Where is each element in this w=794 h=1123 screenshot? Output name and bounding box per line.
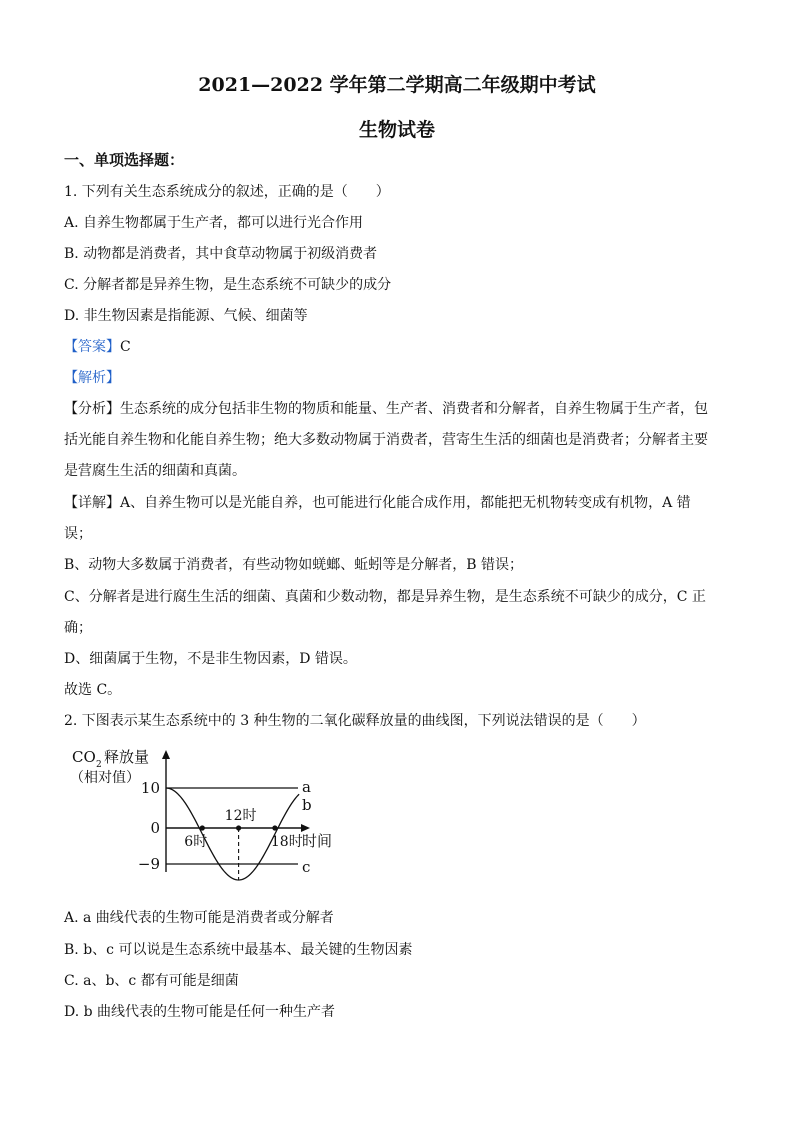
fenxi-text-1: 生态系统的成分包括非生物的物质和能量、生产者、消费者和分解者，自养生物属于生产者，包	[120, 401, 708, 417]
answer-value: C	[120, 339, 131, 355]
q1-option-a: A. 自养生物都属于生产者，都可以进行光合作用	[64, 215, 364, 231]
ylabel-co: CO	[72, 748, 96, 766]
co2-release-chart	[66, 742, 356, 892]
series-c-label: c	[302, 858, 311, 876]
q2-stem: 2. 下图表示某生态系统中的 3 种生物的二氧化碳释放量的曲线图，下列说法错误的是（ ）	[64, 713, 646, 729]
q1-option-d: D. 非生物因素是指能源、气候、细菌等	[64, 308, 308, 324]
y-axis-arrow	[162, 750, 170, 759]
q1-option-b: B. 动物都是消费者，其中食草动物属于初级消费者	[64, 246, 378, 262]
analysis-tag: 【解析】	[64, 370, 120, 386]
x-axis-arrow	[301, 824, 310, 832]
xiangjie-line-4: C、分解者是进行腐生生活的细菌、真菌和少数动物，都是异养生物，是生态系统不可缺少的成分，C 正	[64, 589, 706, 605]
time-label: 12时	[224, 808, 257, 824]
ylabel-rest: 释放量	[104, 748, 150, 766]
analysis-heading	[64, 368, 722, 388]
xlabel: 时间	[302, 832, 333, 850]
y-tick-label: −9	[137, 855, 160, 873]
fenxi-line-2: 括光能自养生物和化能自养生物；绝大多数动物属于消费者，营寄生生活的细菌也是消费者；分解者主要	[64, 432, 708, 448]
q2-option-c: C. a、b、c 都有可能是细菌	[64, 973, 239, 989]
xiangjie-line-2: 误；	[64, 526, 92, 542]
fenxi-tag: 【分析】	[64, 401, 120, 417]
time-label: 18时	[270, 834, 303, 850]
section-heading: 一、单项选择题：	[64, 151, 185, 169]
answer-tag: 【答案】	[64, 339, 120, 355]
q1-answer	[64, 337, 722, 357]
xiangjie-line-7: 故选 C。	[64, 682, 122, 698]
time-label: 6时	[184, 834, 208, 850]
fenxi-line-1	[64, 399, 722, 419]
series-b-label: b	[302, 796, 312, 815]
series-a-label: a	[302, 778, 311, 796]
y-tick-label: 10	[140, 779, 160, 797]
q2-option-a: A. a 曲线代表的生物可能是消费者或分解者	[64, 910, 334, 926]
exam-subtitle: 生物试卷	[358, 119, 435, 141]
fenxi-line-3: 是营腐生生活的细菌和真菌。	[64, 463, 246, 479]
xiangjie-tag: 【详解】	[64, 495, 120, 511]
time-point-dot	[272, 825, 277, 830]
ylabel-unit: （相对值）	[70, 770, 140, 786]
xiangjie-line-3: B、动物大多数属于消费者，有些动物如蜣螂、蚯蚓等是分解者，B 错误；	[64, 557, 524, 573]
q1-stem: 1. 下列有关生态系统成分的叙述，正确的是（ ）	[64, 184, 390, 200]
xiangjie-line-6: D、细菌属于生物，不是非生物因素，D 错误。	[64, 651, 357, 667]
q2-option-d: D. b 曲线代表的生物可能是任何一种生产者	[64, 1004, 336, 1020]
xiangjie-text-1: A、自养生物可以是光能自养，也可能进行化能合成作用，都能把无机物转变成有机物，A 错	[120, 495, 691, 511]
xiangjie-line-5: 确；	[64, 620, 92, 636]
q2-option-b: B. b、c 可以说是生态系统中最基本、最关键的生物因素	[64, 942, 413, 958]
q1-option-c: C. 分解者都是异养生物，是生态系统不可缺少的成分	[64, 277, 392, 293]
ylabel-subscript: 2	[96, 760, 102, 770]
y-tick-label: 0	[150, 819, 160, 837]
xiangjie-line-1	[64, 493, 722, 513]
exam-title: 2021—2022 学年第二学期高二年级期中考试	[198, 74, 596, 96]
time-point-dot	[200, 825, 205, 830]
